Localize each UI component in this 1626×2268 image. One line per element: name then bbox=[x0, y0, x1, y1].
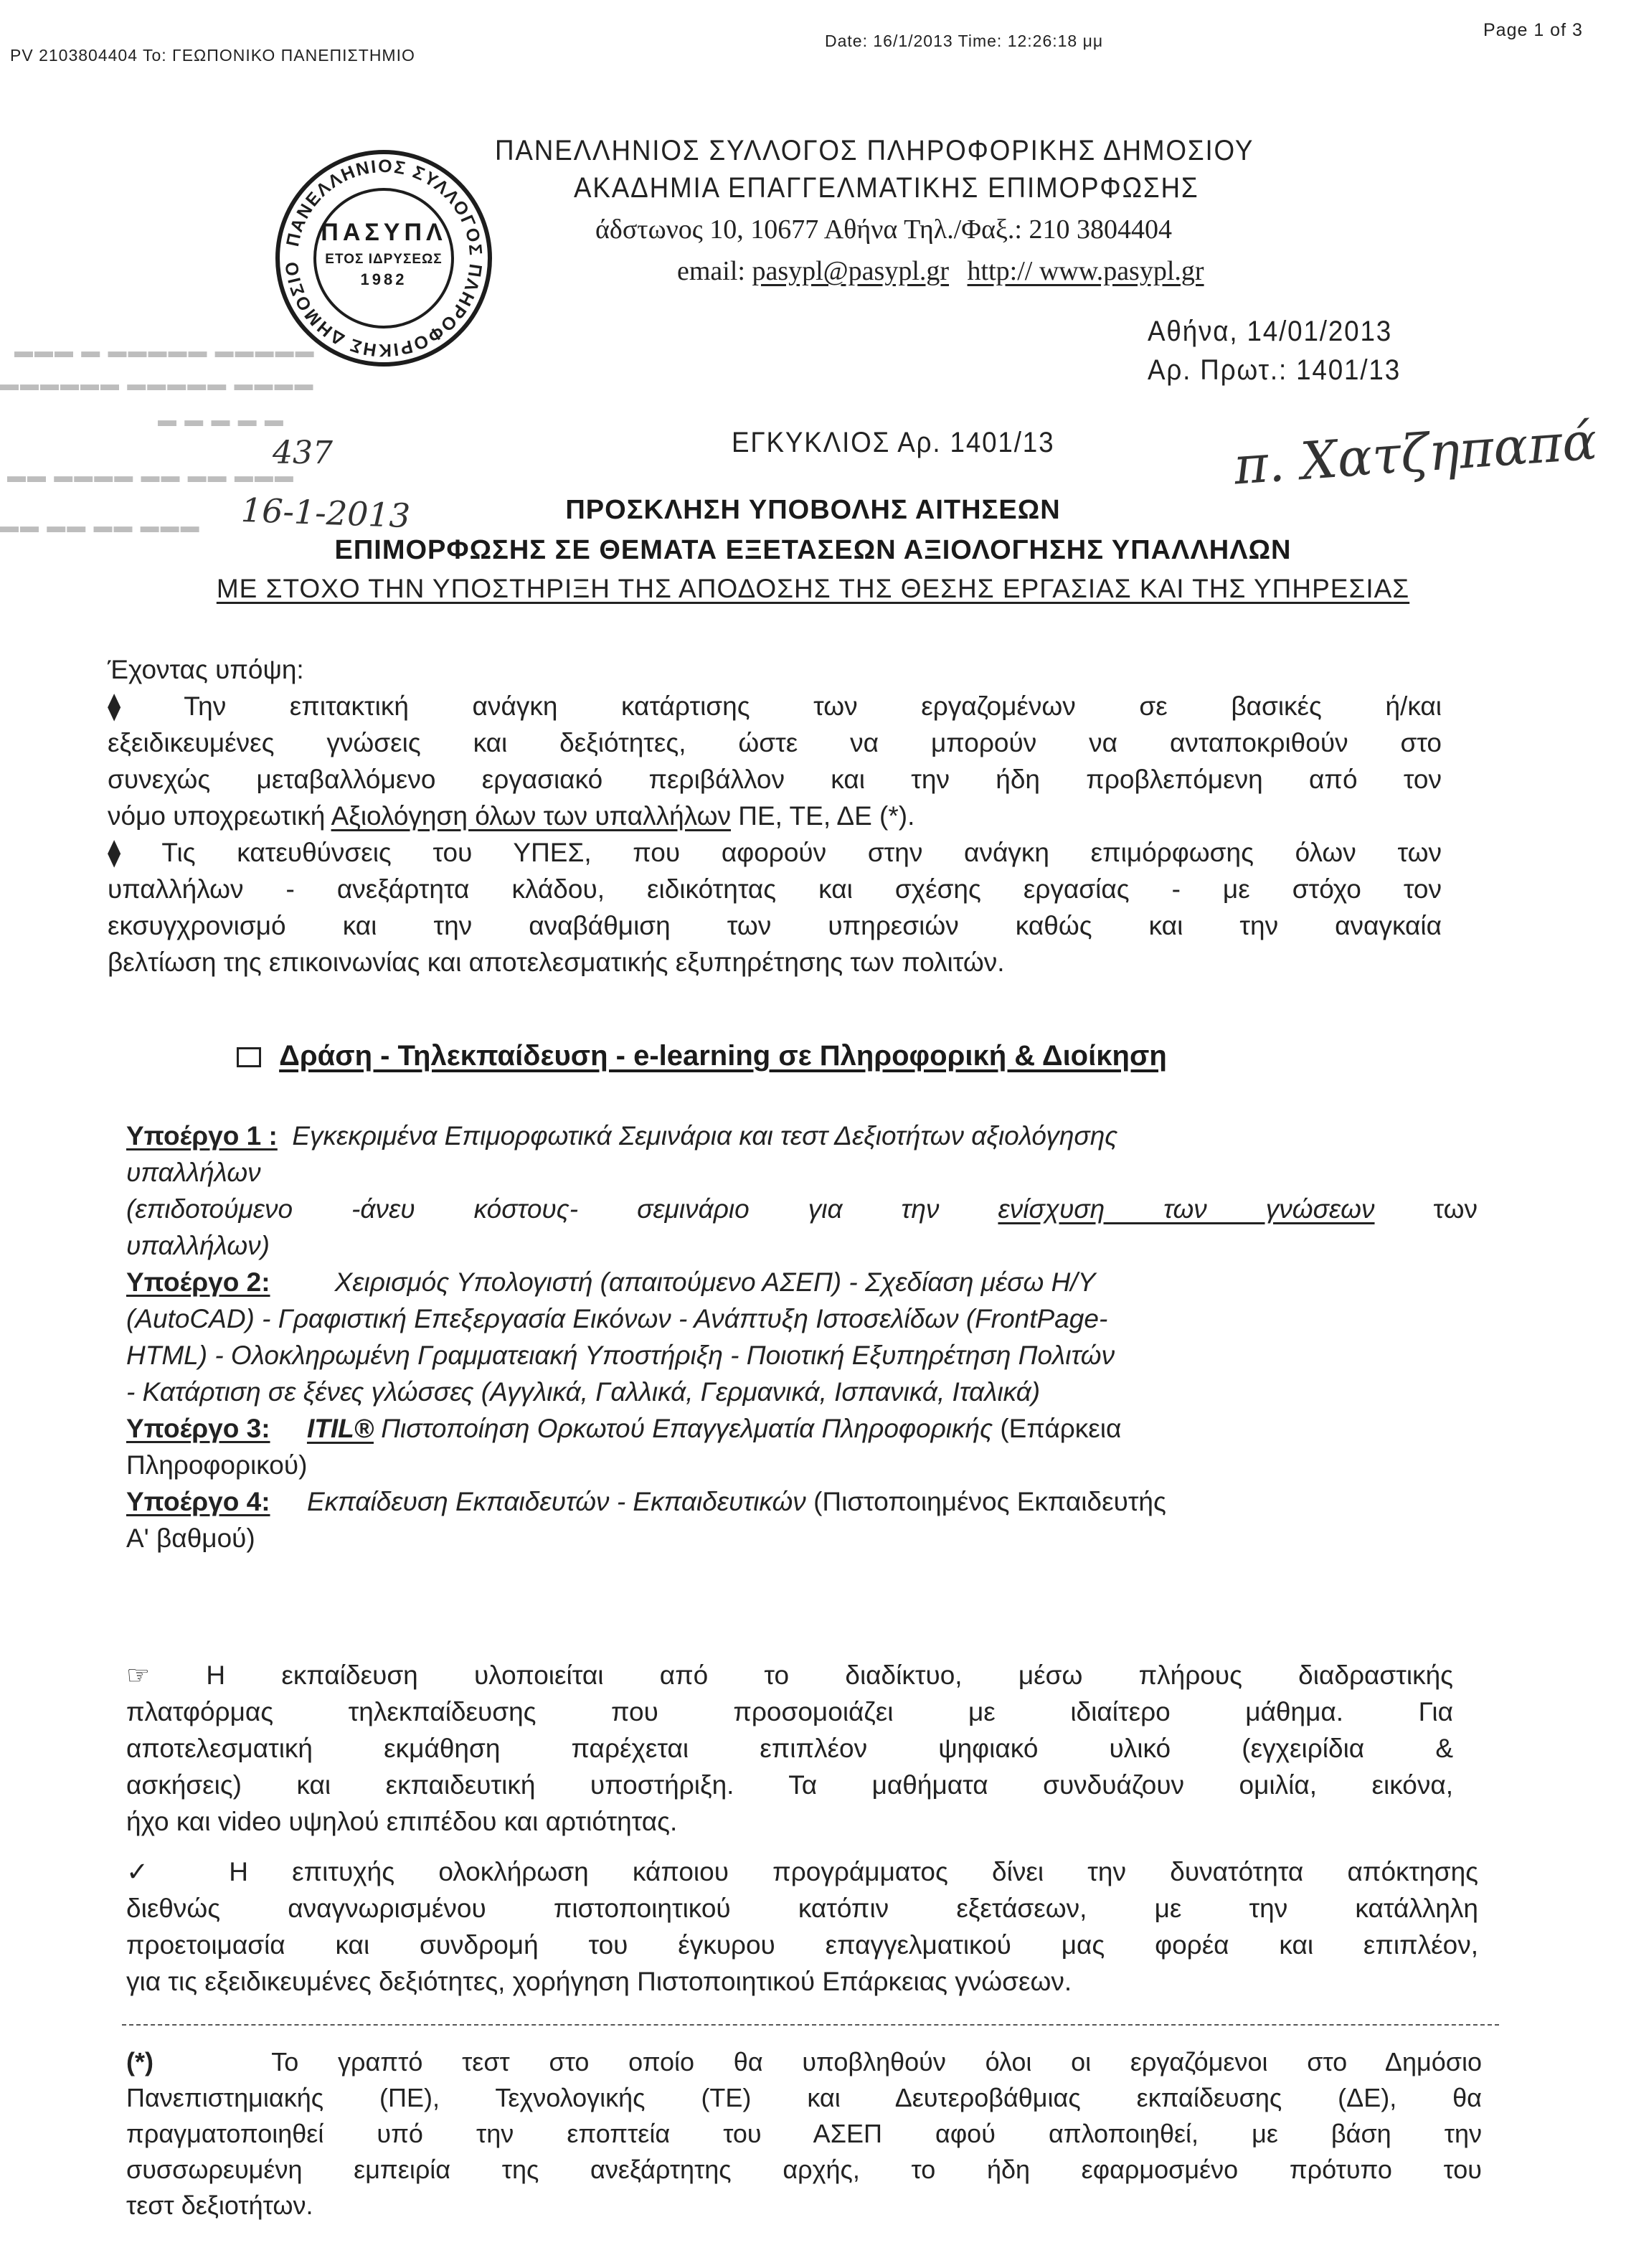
subproject-4-label: Υποέργο 4: bbox=[126, 1487, 270, 1516]
intro-bullet-1-line: νόμο υποχρεωτική Αξιολόγηση όλων των υπαλλήλων ΠΕ, ΤΕ, ΔΕ (*). bbox=[108, 801, 915, 831]
intro-section bbox=[108, 651, 1442, 981]
seal-outer-text: ΠΑΝΕΛΛΗΝΙΟΣ ΣΥΛΛΟΓΟΣ ΠΛΗΡΟΦΟΡΙΚΗΣ ΔΗΜΟΣΙΟ bbox=[281, 156, 486, 361]
faded-received-stamp: ▬▬▬ ▬ ▬▬▬▬▬ ▬▬▬▬▬ ▬▬▬▬▬▬ ▬▬▬▬▬ ▬▬▬▬ ▬ ▬ ▬ ▬ ▬ ▬▬ ▬▬▬▬ ▬▬ ▬▬ ▬▬▬ ▬▬ ▬▬ ▬▬ ▬▬▬ bbox=[0, 340, 316, 537]
assessment-link-text: Αξιολόγηση όλων των υπαλλήλων bbox=[331, 801, 731, 831]
paragraph-line: πλατφόρμας τηλεκπαίδευσης που προσομοιάζει με ιδιαίτερο μάθημα. Για bbox=[126, 1697, 1453, 1726]
subproject-2-line: HTML) - Ολοκληρωμένη Γραμματειακή Υποστήριξη - Ποιοτική Εξυπηρέτηση Πολιτών bbox=[126, 1341, 1115, 1370]
action-heading bbox=[237, 1040, 1167, 1072]
paragraph-line: ήχο και video υψηλού επιπέδου και αρτιότητας. bbox=[126, 1807, 678, 1836]
paragraph-line: προετοιμασία και συνδρομή του έγκυρου επαγγελματικού μας φορέα και επιπλέον, bbox=[126, 1930, 1478, 1960]
org-name: ΠΑΝΕΛΛΗΝΙΟΣ ΣΥΛΛΟΓΟΣ ΠΛΗΡΟΦΟΡΙΚΗΣ ΔΗΜΟΣΙΟΥ bbox=[495, 135, 1254, 166]
org-contacts bbox=[677, 255, 1204, 287]
bullet-icon: ⧫ bbox=[108, 691, 184, 721]
seal-year: 1982 bbox=[360, 270, 407, 288]
subproject-4: Υποέργο 4: Εκπαίδευση Εκπαιδευτών - Εκπαιδευτικών (Πιστοποιημένος Εκπαιδευτής bbox=[126, 1487, 1166, 1516]
title-line-3: ΜΕ ΣΤΟΧΟ ΤΗΝ ΥΠΟΣΤΗΡΙΞΗ ΤΗΣ ΑΠΟΔΟΣΗΣ ΤΗΣ ΘΕΣΗΣ ΕΡΓΑΣΙΑΣ ΚΑΙ ΤΗΣ ΥΠΗΡΕΣΙΑΣ bbox=[216, 574, 1410, 603]
protocol-number: Αρ. Πρωτ.: 1401/13 bbox=[1148, 354, 1402, 386]
paragraph-line: ☞ Η εκπαίδευση υλοποιείται από το διαδίκτυο, μέσω πλήρους διαδραστικής bbox=[126, 1660, 1453, 1690]
paragraph-line: διεθνώς αναγνωρισμένου πιστοποιητικού κατόπιν εξετάσεων, με την κατάλληλη bbox=[126, 1894, 1478, 1923]
footnote-line: τεστ δεξιοτήτων. bbox=[126, 2191, 313, 2220]
computer-icon bbox=[237, 1047, 261, 1067]
certification-paragraph bbox=[126, 1853, 1478, 2000]
paragraph-line: για τις εξειδικευμένες δεξιότητες, χορήγηση Πιστοποιητικού Επάρκειας γνώσεων. bbox=[126, 1967, 1072, 1996]
subproject-2-line: (AutoCAD) - Γραφιστική Επεξεργασία Εικόνων - Ανάπτυξη Ιστοσελίδων (FrontPage- bbox=[126, 1304, 1108, 1333]
footnote-line: συσσωρευμένη εμπειρία της ανεξάρτητης αρχής, το ήδη εφαρμοσμένο πρότυπο του bbox=[126, 2155, 1482, 2184]
subproject-4-line: Α' βαθμού) bbox=[126, 1523, 255, 1553]
paragraph-line: ασκήσεις) και εκπαιδευτική υποστήριξη. Τα μαθήματα συνδυάζουν ομιλία, εικόνα, bbox=[126, 1770, 1453, 1800]
subproject-2-line: - Κατάρτιση σε ξένες γλώσσες (Αγγλικά, Γαλλικά, Γερμανικά, Ισπανικά, Ιταλικά) bbox=[126, 1377, 1041, 1407]
intro-bullet-2-line: βελτίωση της επικοινωνίας και αποτελεσματικής εξυπηρέτησης των πολιτών. bbox=[108, 948, 1005, 977]
footnote-line: Πανεπιστημιακής (ΠΕ), Τεχνολογικής (ΤΕ) και Δευτεροβάθμιας εκπαίδευσης (ΔΕ), θα bbox=[126, 2083, 1482, 2112]
email-link[interactable]: pasypl@pasypl.gr bbox=[752, 256, 950, 286]
fax-date-time: Date: 16/1/2013 Time: 12:26:18 μμ bbox=[825, 32, 1104, 50]
circular-number: ΕΓΚΥΚΛΙΟΣ Αρ. 1401/13 bbox=[732, 427, 1055, 458]
subproject-1-line: υπαλλήλων) bbox=[126, 1231, 270, 1260]
subprojects-section bbox=[126, 1118, 1478, 1556]
intro-heading: Έχοντας υπόψη: bbox=[108, 655, 304, 684]
place-date: Αθήνα, 14/01/2013 bbox=[1148, 316, 1393, 347]
org-address: άδστωνος 10, 10677 Αθήνα Τηλ./Φαξ.: 210 3804404 bbox=[595, 214, 1172, 245]
intro-bullet-2-line: εκσυγχρονισμό και την αναβάθμιση των υπηρεσιών καθώς και την αναγκαία bbox=[108, 911, 1442, 940]
elearning-paragraph bbox=[126, 1657, 1453, 1840]
pointing-hand-icon: ☞ bbox=[126, 1660, 207, 1690]
intro-bullet-1-line: εξειδικευμένες γνώσεις και δεξιότητες, ώστε να μπορούν να ανταποκριθούν στο bbox=[108, 728, 1442, 757]
org-academy: ΑΚΑΔΗΜΙΑ ΕΠΑΓΓΕΛΜΑΤΙΚΗΣ ΕΠΙΜΟΡΦΩΣΗΣ bbox=[574, 172, 1199, 204]
paragraph-line: αποτελεσματική εκμάθηση παρέχεται επιπλέον ψηφιακό υλικό (εγχειρίδια & bbox=[126, 1734, 1453, 1763]
action-title: Δράση - Τηλεκπαίδευση - e-learning σε Πληροφορική & Διοίκηση bbox=[279, 1040, 1167, 1072]
bullet-icon: ⧫ bbox=[108, 838, 162, 867]
subproject-2-label: Υποέργο 2: bbox=[126, 1267, 270, 1297]
subproject-3: Υποέργο 3: ITIL® Πιστοποίηση Ορκωτού Επαγγελματία Πληροφορικής (Επάρκεια bbox=[126, 1414, 1122, 1443]
subproject-1-line: (επιδοτούμενο -άνευ κόστους- σεμινάριο για την ενίσχυση των γνώσεων των bbox=[126, 1194, 1478, 1224]
title-line-2: ΕΠΙΜΟΡΦΩΣΗΣ ΣΕ ΘΕΜΑΤΑ ΕΞΕΤΑΣΕΩΝ ΑΞΙΟΛΟΓΗΣΗΣ ΥΠΑΛΛΗΛΩΝ bbox=[334, 535, 1292, 565]
received-number: 437 bbox=[273, 435, 333, 471]
intro-bullet-2-line: ⧫ Τις κατευθύνσεις του ΥΠΕΣ, που αφορούν στην ανάγκη επιμόρφωσης όλων των bbox=[108, 838, 1442, 867]
subproject-1: Υποέργο 1 : Εγκεκριμένα Επιμορφωτικά Σεμινάρια και τεστ Δεξιοτήτων αξιολόγησης bbox=[126, 1121, 1118, 1150]
intro-bullet-1-line: ⧫ Την επιτακτική ανάγκη κατάρτισης των εργαζομένων σε βασικές ή/και bbox=[108, 691, 1442, 721]
footnote-mark: (*) bbox=[126, 2047, 153, 2076]
subproject-2: Υποέργο 2: Χειρισμός Υπολογιστή (απαιτούμενο ΑΣΕΠ) - Σχεδίαση μέσω Η/Υ bbox=[126, 1267, 1096, 1297]
website-link[interactable]: http:// www.pasypl.gr bbox=[967, 256, 1204, 286]
handwritten-note: π. Χατζηπαπά bbox=[1232, 410, 1599, 496]
footnote-divider bbox=[122, 2024, 1499, 2026]
intro-bullet-1-line: συνεχώς μεταβαλλόμενο εργασιακό περιβάλλον και την ήδη προβλεπόμενη από τον bbox=[108, 765, 1442, 794]
association-seal bbox=[273, 147, 495, 369]
received-date: 16-1-2013 bbox=[240, 490, 411, 536]
seal-name: ΠΑΣΥΠΛ bbox=[321, 219, 447, 246]
title-line-1: ΠΡΟΣΚΛΗΣΗ ΥΠΟΒΟΛΗΣ ΑΙΤΗΣΕΩΝ bbox=[565, 495, 1061, 525]
subproject-1-line: υπαλλήλων bbox=[126, 1158, 261, 1187]
seal-year-label: ΕΤΟΣ ΙΔΡΥΣΕΩΣ bbox=[325, 252, 443, 267]
subproject-1-label: Υποέργο 1 : bbox=[126, 1121, 278, 1150]
footnote bbox=[126, 2044, 1482, 2224]
subproject-3-line: Πληροφορικού) bbox=[126, 1450, 308, 1480]
fax-page-number: Page 1 of 3 bbox=[1483, 20, 1583, 40]
email-label: email: bbox=[677, 256, 745, 286]
subproject-3-label: Υποέργο 3: bbox=[126, 1414, 270, 1443]
intro-bullet-2-line: υπαλλήλων - ανεξάρτητα κλάδου, ειδικότητας και σχέσης εργασίας - με στόχο τον bbox=[108, 874, 1442, 904]
fax-sender-line: PV 2103804404 To: ΓΕΩΠΟΝΙΚΟ ΠΑΝΕΠΙΣΤΗΜΙΟ bbox=[10, 46, 415, 65]
paragraph-line: ✓ Η επιτυχής ολοκλήρωση κάποιου προγράμματος δίνει την δυνατότητα απόκτησης bbox=[126, 1857, 1478, 1886]
footnote-line: (*) Το γραπτό τεστ στο οποίο θα υποβληθούν όλοι οι εργαζόμενοι στο Δημόσιο bbox=[126, 2047, 1482, 2076]
checkmark-icon: ✓ bbox=[126, 1857, 230, 1886]
footnote-line: πραγματοποιηθεί υπό την εποπτεία του ΑΣΕΠ αφού απλοποιηθεί, με βάση την bbox=[126, 2119, 1482, 2148]
